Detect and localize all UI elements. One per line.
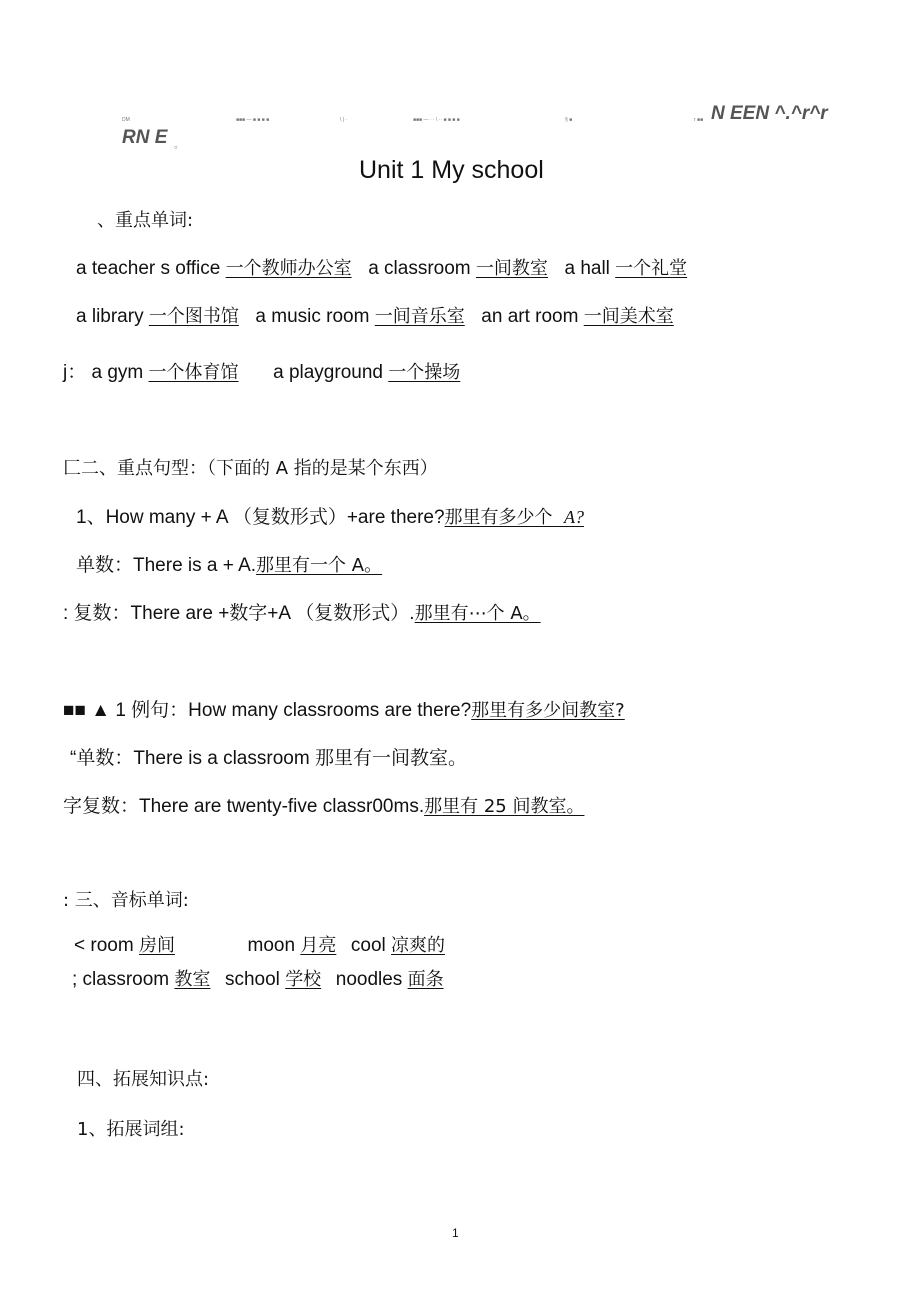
vocab-row-3	[63, 357, 460, 384]
phonics-zh: 凉爽的	[391, 935, 446, 956]
vocab-en: a classroom	[368, 258, 471, 279]
phonics-zh: 学校	[285, 969, 322, 990]
vocab-en: a teacher s office	[76, 258, 221, 279]
pattern-translation: 那里有一个 A。	[256, 555, 383, 576]
section4-heading: 四、拓展知识点:	[77, 1069, 210, 1090]
phonics-en: cool	[350, 935, 386, 956]
phonics-zh: 月亮	[300, 935, 337, 956]
vocab-row3-prefix: j：	[63, 362, 87, 383]
vocab-en: a playground	[273, 362, 383, 383]
pattern-text: 单数：There is a + A.	[76, 555, 257, 576]
phonics-en: noodles	[335, 969, 403, 990]
vocab-en: a gym	[91, 362, 144, 383]
vocab-zh: 一个图书馆	[148, 306, 239, 327]
phonics-zh: 教室	[174, 969, 211, 990]
section4-sub1: 1、拓展词组:	[77, 1119, 185, 1140]
example-line-1	[63, 695, 625, 722]
vocab-zh: 一间教室	[475, 258, 548, 279]
vocab-en: a hall	[564, 258, 610, 279]
pattern-translation: 那里有⋯个 A。	[414, 603, 541, 624]
page-number: 1	[452, 1226, 459, 1240]
phonics-zh: 房间	[138, 935, 175, 956]
phonics-en: < room	[74, 935, 134, 956]
example-text: 字复数：There are twenty-five classr00ms.	[63, 796, 425, 817]
vocab-zh: 一个礼堂	[615, 258, 688, 279]
header-mark-2: ■■■ — ■ ■ ■ ■	[236, 117, 270, 123]
vocab-en: a music room	[255, 306, 370, 327]
phonics-zh: 面条	[407, 969, 444, 990]
vocab-row-2	[76, 302, 674, 328]
header-left-mark: RN E	[122, 127, 168, 148]
example-text: ■■ ▲ 1 例句：How many classrooms are there?	[63, 700, 472, 721]
phonics-row-1	[74, 931, 445, 957]
header-right-mark: N EEN ^.^r^r	[711, 103, 828, 124]
page-title: Unit 1 My school	[359, 156, 544, 184]
example-translation: 那里有 25 间教室。	[424, 796, 585, 817]
header-mark-4: ■■■ — · · \ ·· ■ ■ ■ ■	[413, 117, 460, 123]
phonics-en: ; classroom	[72, 969, 170, 990]
phonics-en: school	[224, 969, 280, 990]
pattern-translation: 那里有多少个 A?	[444, 507, 584, 528]
example-line-2: “单数：There is a classroom 那里有一间教室。	[70, 748, 467, 769]
vocab-en: an art room	[481, 306, 579, 327]
header-mark-1: DM	[122, 117, 130, 123]
pattern-line-1	[76, 502, 584, 529]
vocab-zh: 一个体育馆	[148, 362, 239, 383]
header-mark-3: \ ) ·	[340, 117, 348, 123]
section3-heading: : 三、音标单词:	[63, 890, 189, 911]
example-line-3	[63, 791, 584, 818]
header-mark-6: r ■■	[694, 117, 704, 123]
vocab-row-1	[76, 254, 687, 280]
phonics-en: moon	[247, 935, 296, 956]
vocab-en: a library	[76, 306, 144, 327]
header-left-suffix: 。	[174, 140, 184, 151]
section1-heading: 、重点单词:	[97, 210, 194, 231]
vocab-zh: 一个教师办公室	[225, 258, 352, 279]
pattern-line-2	[76, 550, 382, 577]
vocab-zh: 一间美术室	[583, 306, 674, 327]
pattern-text: 1、How many + A （复数形式）+are there?	[76, 507, 445, 528]
pattern-line-3	[63, 598, 541, 625]
vocab-zh: 一间音乐室	[374, 306, 465, 327]
header-mark-5: § ■	[565, 117, 573, 123]
section2-heading: 匚二、重点句型：（下面的 A 指的是某个东西）	[63, 458, 438, 479]
pattern-text: : 复数：There are +数字+A （复数形式）.	[63, 603, 415, 624]
phonics-row-2	[72, 965, 444, 991]
vocab-zh: 一个操场	[388, 362, 461, 383]
example-translation: 那里有多少间教室?	[471, 700, 625, 721]
